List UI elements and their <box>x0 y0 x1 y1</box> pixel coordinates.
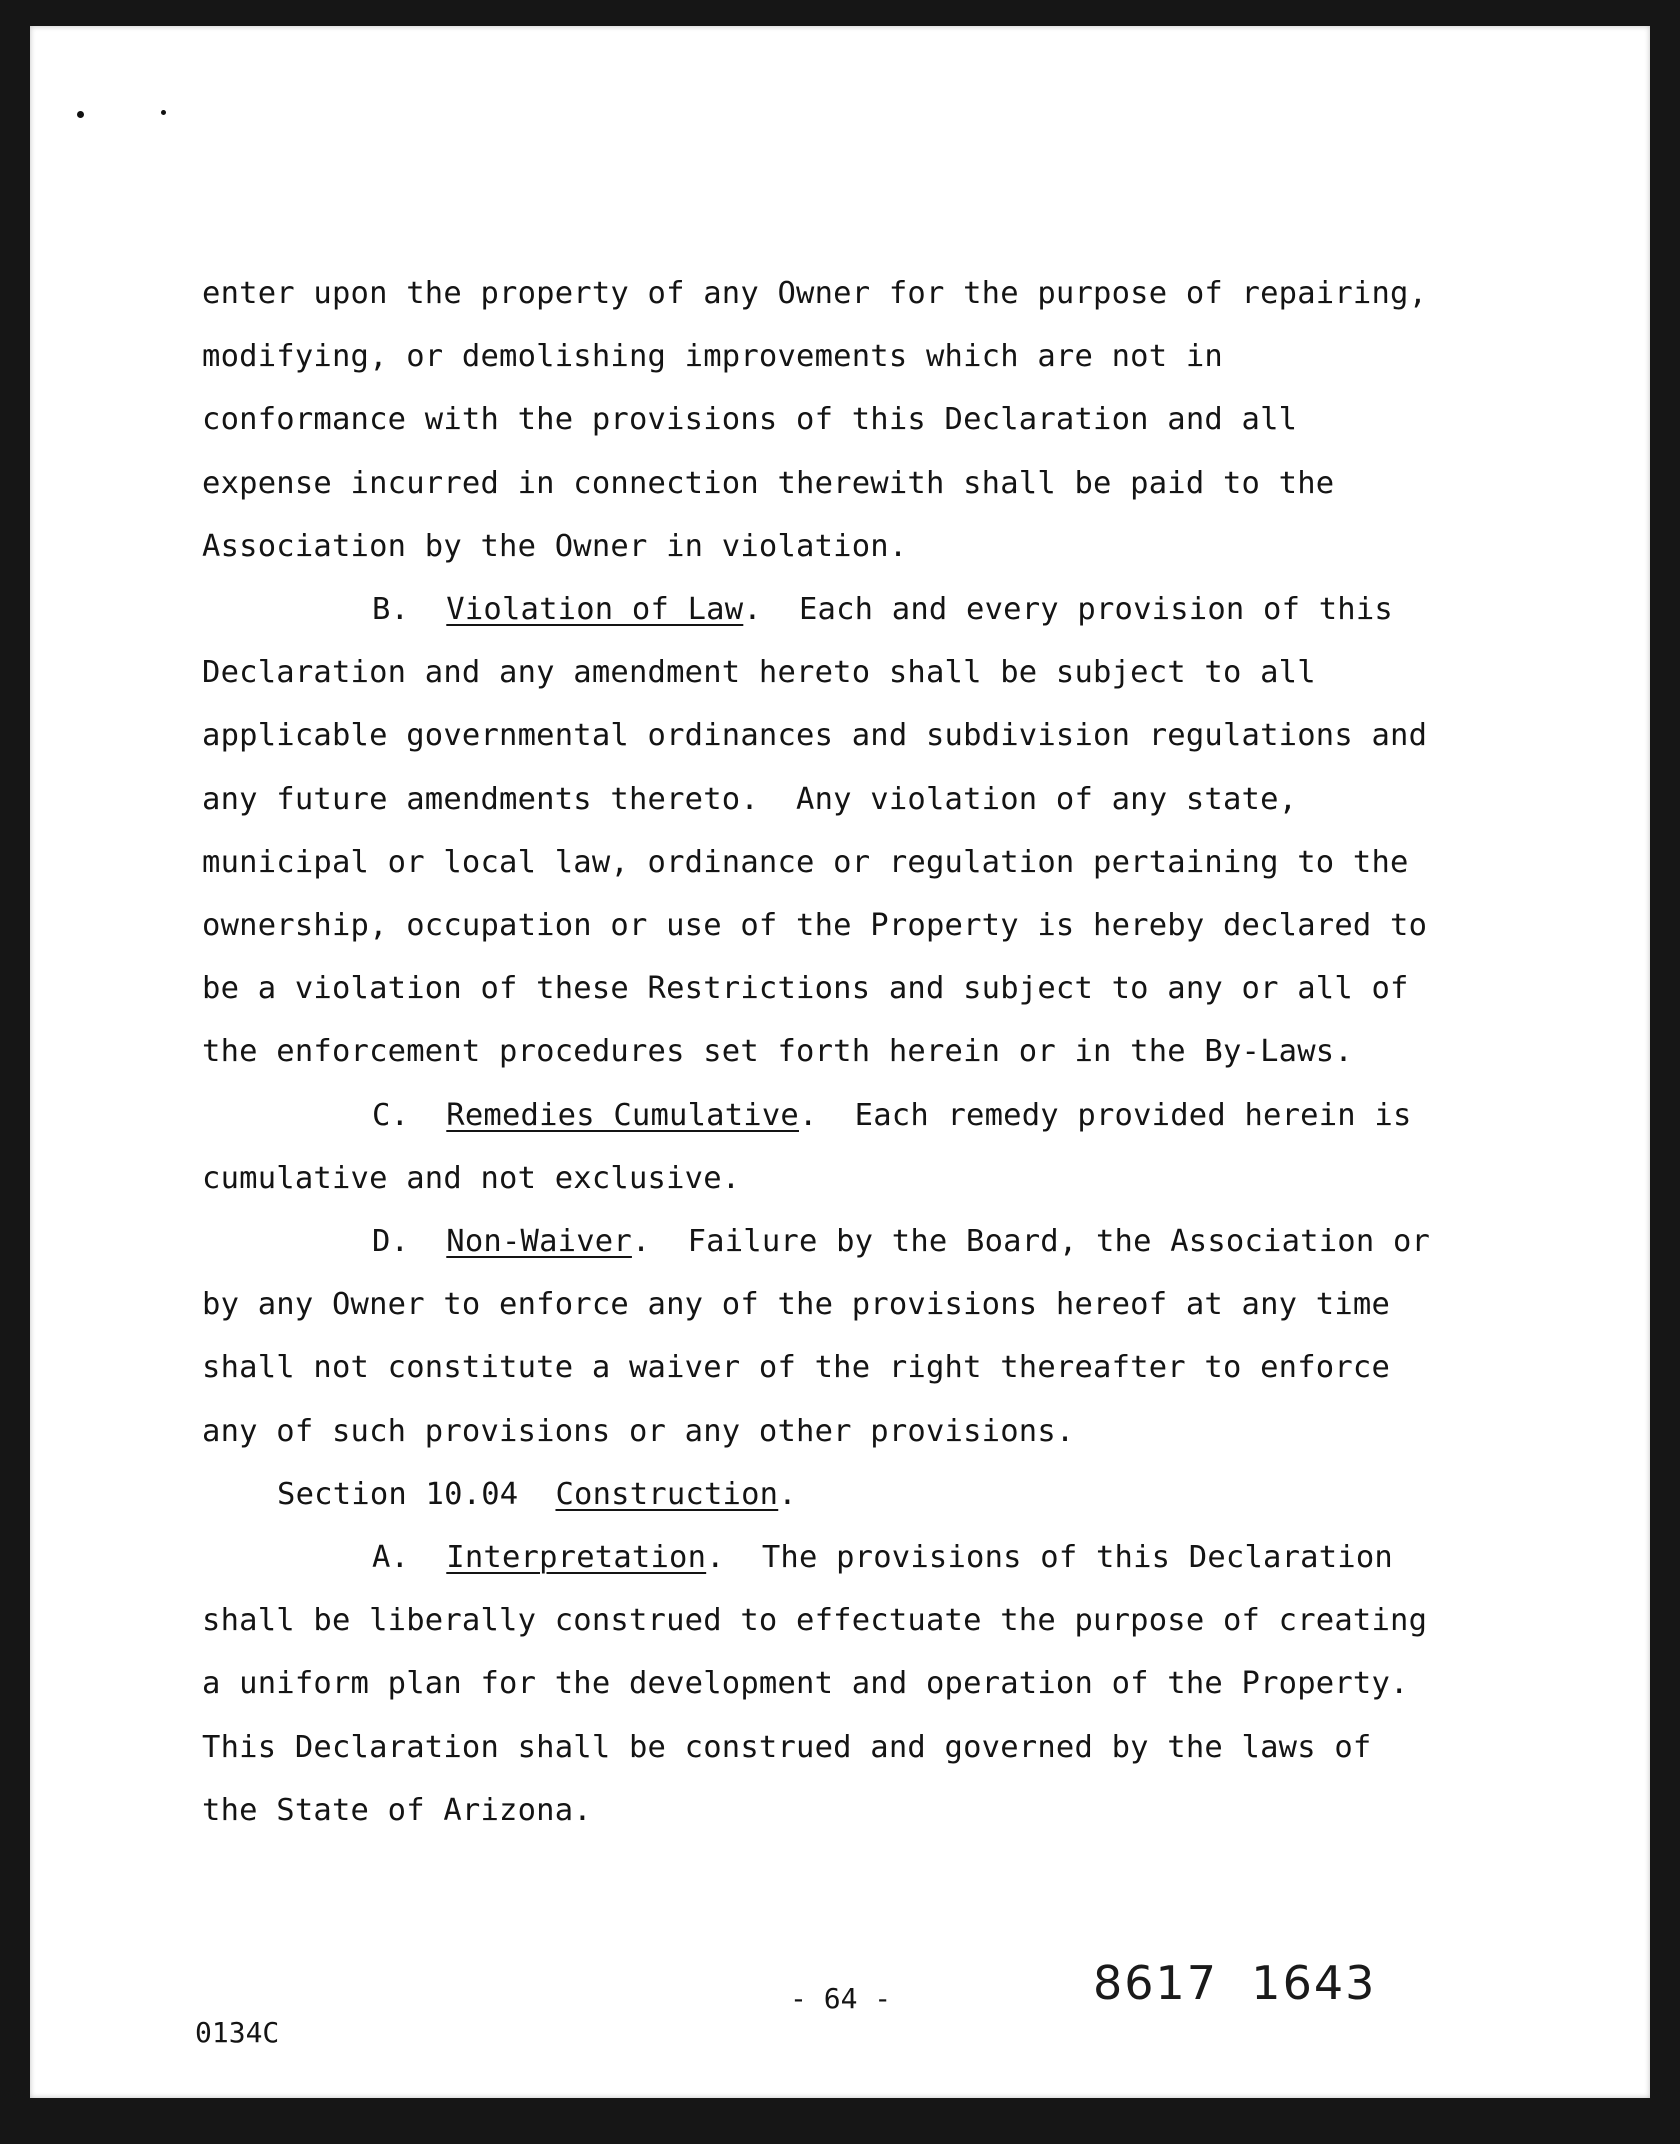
paragraph-continuation <box>202 262 1492 578</box>
section-a-interpretation <box>202 1526 1492 1842</box>
section-10-04-heading <box>202 1463 1492 1526</box>
section-d-heading: Non-Waiver <box>446 1224 632 1260</box>
section-a-first-line-rest: . The provisions of this Declaration <box>706 1540 1393 1576</box>
text-line: modifying, or demolishing improvements which are not in <box>202 339 1223 375</box>
section-b-first-line-rest: . Each and every provision of this <box>743 592 1393 628</box>
text-line: the State of Arizona. <box>202 1792 592 1828</box>
section-10-04-title: Construction <box>555 1476 779 1512</box>
section-b-violation-of-law <box>202 578 1492 1084</box>
section-a-heading: Interpretation <box>446 1540 707 1576</box>
scan-speck <box>77 111 84 118</box>
section-d-first-line-rest: . Failure by the Board, the Association or <box>631 1224 1431 1260</box>
section-10-04-suffix: . <box>778 1476 797 1512</box>
text-line: Declaration and any amendment hereto shall be subject to all <box>202 655 1316 691</box>
section-10-04-label: Section 10.04 <box>277 1476 519 1512</box>
text-line: applicable governmental ordinances and subdivision regulations and <box>202 718 1428 754</box>
text-line: municipal or local law, ordinance or regulation pertaining to the <box>202 844 1409 880</box>
text-line: any future amendments thereto. Any violation of any state, <box>202 781 1298 817</box>
text-line: be a violation of these Restrictions and subject to any or all of <box>202 971 1409 1007</box>
document-body <box>202 262 1492 1842</box>
section-c-first-line <box>202 1084 1492 1147</box>
text-line: shall not constitute a waiver of the right thereafter to enforce <box>202 1350 1391 1386</box>
text-line: by any Owner to enforce any of the provisions hereof at any time <box>202 1287 1391 1323</box>
text-line: expense incurred in connection therewith shall be paid to the <box>202 465 1335 501</box>
scan-speck <box>161 110 166 115</box>
section-b-heading: Violation of Law <box>446 592 744 628</box>
text-line: ownership, occupation or use of the Property is hereby declared to <box>202 908 1428 944</box>
text-line: any of such provisions or any other provisions. <box>202 1413 1075 1449</box>
recording-stamp: 8617 1643 <box>1093 1956 1377 2010</box>
text-line: cumulative and not exclusive. <box>202 1160 741 1196</box>
document-code: 0134C <box>195 2016 280 2049</box>
text-line: the enforcement procedures set forth herein or in the By-Laws. <box>202 1034 1353 1070</box>
section-c-remedies-cumulative <box>202 1084 1492 1210</box>
section-b-first-line <box>202 578 1492 641</box>
section-a-first-line <box>202 1526 1492 1589</box>
section-d-first-line <box>202 1210 1492 1273</box>
section-c-first-line-rest: . Each remedy provided herein is <box>798 1097 1412 1133</box>
text-line: This Declaration shall be construed and governed by the laws of <box>202 1729 1372 1765</box>
section-d-non-waiver <box>202 1210 1492 1463</box>
text-line: enter upon the property of any Owner for the purpose of repairing, <box>202 276 1428 311</box>
section-c-heading: Remedies Cumulative <box>446 1097 799 1133</box>
text-line: a uniform plan for the development and operation of the Property. <box>202 1666 1409 1702</box>
section-c-letter: C. <box>372 1097 410 1133</box>
text-line: shall be liberally construed to effectuate the purpose of creating <box>202 1603 1428 1639</box>
text-line: conformance with the provisions of this Declaration and all <box>202 402 1298 438</box>
page-number: - 64 - <box>790 1982 892 2015</box>
section-b-letter: B. <box>372 592 410 628</box>
section-a-letter: A. <box>372 1540 410 1576</box>
text-line: Association by the Owner in violation. <box>202 528 908 564</box>
section-d-letter: D. <box>372 1224 410 1260</box>
